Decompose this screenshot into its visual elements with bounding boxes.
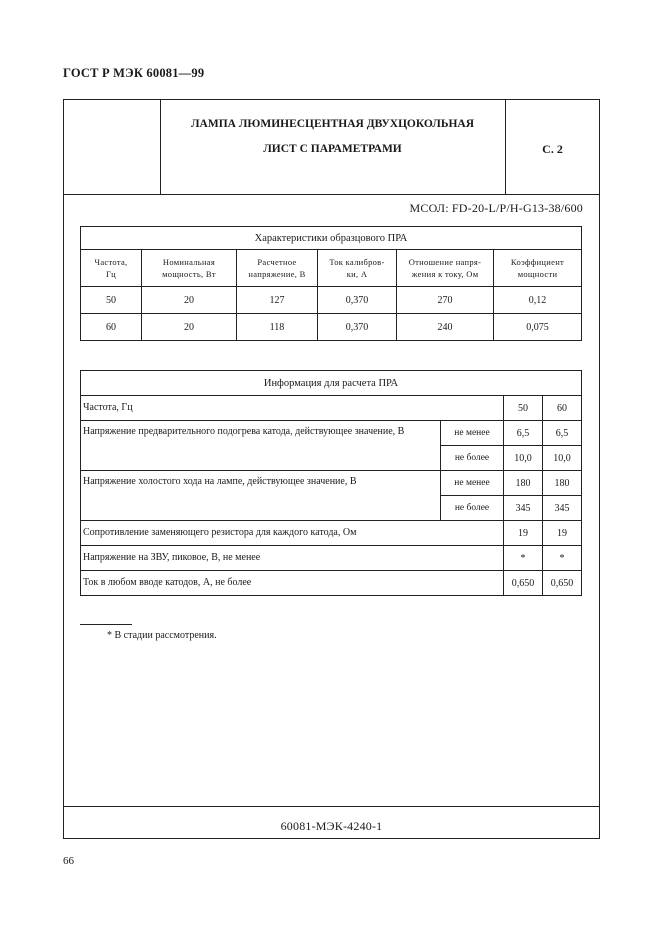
table-row (81, 396, 582, 421)
table-row (81, 571, 582, 596)
sheet-number: С. 2 (542, 142, 563, 156)
cell-value: * (543, 546, 582, 571)
table-row (81, 287, 582, 314)
ballast-table-caption: Характеристики образцового ПРА (81, 227, 582, 250)
cell-value: 0,650 (543, 571, 582, 596)
cell-power: 20 (142, 314, 237, 341)
calc-table (80, 370, 582, 596)
lamp-code: МСОЛ: FD-20-L/P/H-G13-38/600 (409, 201, 583, 215)
cathode-current-label: Ток в любом вводе катодов, А, не более (81, 571, 504, 596)
header-rated-voltage: Расчетное напряжение, В (237, 250, 318, 287)
cell-value: 345 (543, 496, 582, 521)
cell-value: 19 (504, 521, 543, 546)
frequency-label: Частота, Гц (81, 396, 504, 421)
footnote: * В стадии рассмотрения. (107, 630, 217, 641)
header-impedance: Отношение напря- жения к току, Ом (397, 250, 494, 287)
starter-voltage-label: Напряжение на ЗВУ, пиковое, В, не менее (81, 546, 504, 571)
header-frequency: Частота, Гц (81, 250, 142, 287)
bottom-document-code: 60081-МЭК-4240-1 (280, 819, 383, 833)
table-row (81, 471, 582, 496)
calc-table-caption: Информация для расчета ПРА (81, 371, 582, 396)
table-row (81, 314, 582, 341)
open-circuit-voltage-label: Напряжение холостого хода на лампе, действующее значение, В (81, 471, 441, 521)
cell-value: 19 (543, 521, 582, 546)
cell-value: 0,650 (504, 571, 543, 596)
cell-current: 0,370 (318, 314, 397, 341)
condition-max: не более (441, 446, 504, 471)
table-row (81, 546, 582, 571)
cell-frequency: 60 (81, 314, 142, 341)
table-row (81, 421, 582, 446)
cell-value: 10,0 (543, 446, 582, 471)
title-line-1: ЛАМПА ЛЮМИНЕСЦЕНТНАЯ ДВУХЦОКОЛЬНАЯ (190, 118, 475, 130)
header-calibration-current: Ток калибров- ки, А (318, 250, 397, 287)
cell-voltage: 118 (237, 314, 318, 341)
footnote-rule (80, 624, 132, 625)
frame-title-bottom-rule (63, 194, 600, 195)
page-number: 66 (63, 855, 74, 867)
cell-voltage: 127 (237, 287, 318, 314)
condition-min: не менее (441, 471, 504, 496)
cell-value: 345 (504, 496, 543, 521)
cell-impedance: 240 (397, 314, 494, 341)
cell-value: * (504, 546, 543, 571)
cell-power-factor: 0,12 (494, 287, 582, 314)
table-row (81, 521, 582, 546)
title-line-2: ЛИСТ С ПАРАМЕТРАМИ (263, 143, 402, 155)
condition-min: не менее (441, 421, 504, 446)
cell-frequency: 50 (81, 287, 142, 314)
cell-current: 0,370 (318, 287, 397, 314)
document-header: ГОСТ Р МЭК 60081—99 (63, 66, 205, 80)
cell-power: 20 (142, 287, 237, 314)
cell-value: 180 (504, 471, 543, 496)
cell-value: 60 (543, 396, 582, 421)
cell-power-factor: 0,075 (494, 314, 582, 341)
header-rated-power: Номинальная мощность, Вт (142, 250, 237, 287)
frame-bottom-rule (63, 806, 600, 807)
cell-impedance: 270 (397, 287, 494, 314)
cell-value: 10,0 (504, 446, 543, 471)
condition-max: не более (441, 496, 504, 521)
resistor-label: Сопротивление заменяющего резистора для каждого катода, Ом (81, 521, 504, 546)
ballast-table (80, 226, 582, 341)
cell-value: 6,5 (543, 421, 582, 446)
header-power-factor: Коэффициент мощности (494, 250, 582, 287)
cell-value: 50 (504, 396, 543, 421)
cell-value: 6,5 (504, 421, 543, 446)
preheat-voltage-label: Напряжение предварительного подогрева катода, действующее значение, В (81, 421, 441, 471)
cell-value: 180 (543, 471, 582, 496)
